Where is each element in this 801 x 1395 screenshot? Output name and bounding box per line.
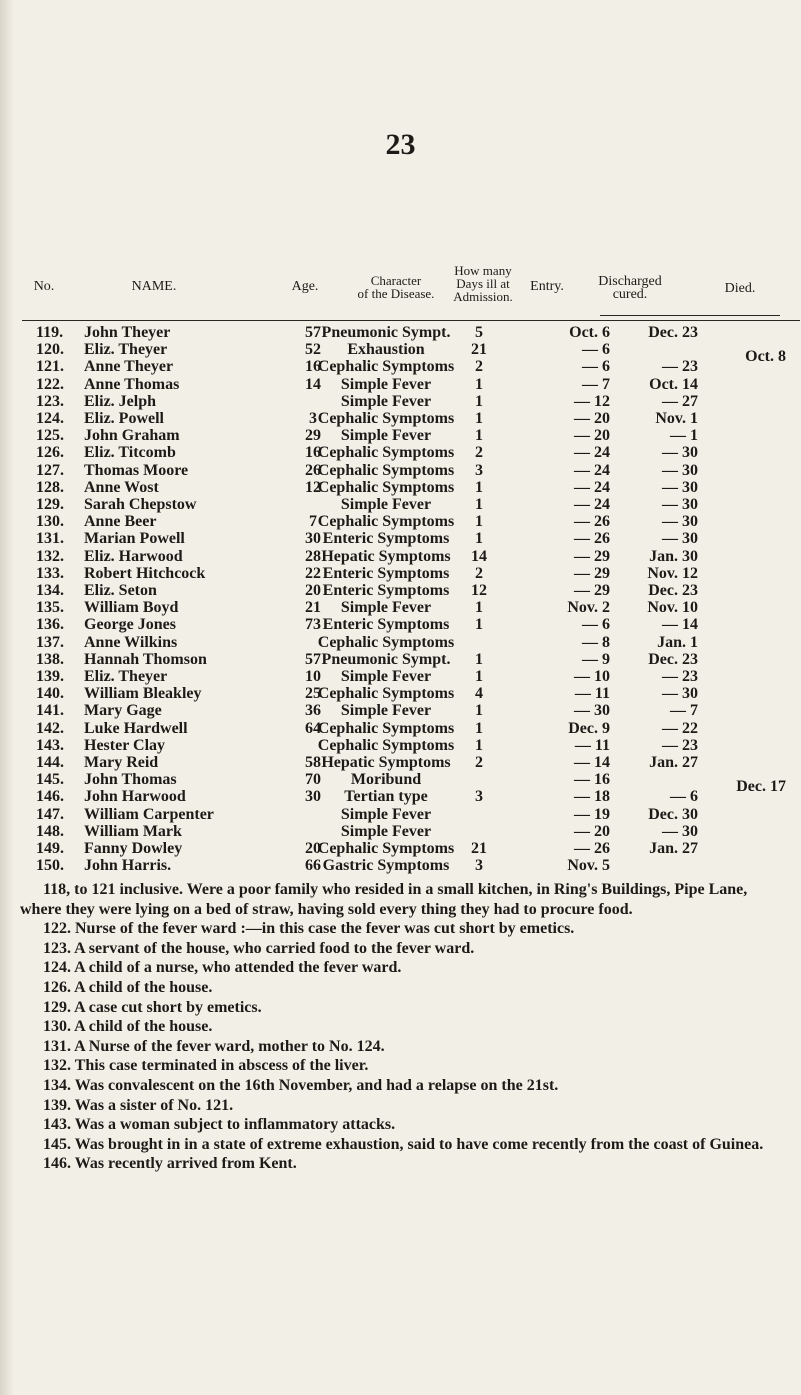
discharged-date: — 30 bbox=[662, 685, 698, 703]
row-number: 145. bbox=[36, 771, 64, 789]
note-paragraph: 124. A child of a nurse, who attended the fever ward. bbox=[43, 959, 402, 977]
entry-date: — 24 bbox=[574, 461, 610, 479]
disease-character: Simple Fever bbox=[340, 668, 432, 685]
header-days-line1: How many bbox=[454, 263, 512, 278]
row-number: 143. bbox=[36, 736, 64, 754]
discharged-date: Dec. 30 bbox=[648, 805, 698, 823]
discharged-date: — 27 bbox=[662, 392, 698, 410]
header-rule bbox=[22, 320, 800, 321]
died-date: Dec. 17 bbox=[736, 778, 786, 796]
patient-age: 22 bbox=[305, 564, 321, 582]
header-days-line3: Admission. bbox=[453, 289, 513, 304]
entry-date: — 6 bbox=[582, 358, 610, 376]
disease-character: Gastric Symptoms bbox=[322, 857, 450, 875]
header-discharged-line2: cured. bbox=[612, 287, 648, 302]
disease-character: Simple Fever bbox=[340, 427, 432, 445]
disease-character: Cephalic Symptoms bbox=[317, 410, 455, 427]
days-ill: 1 bbox=[475, 702, 483, 720]
disease-character: Pneumonic Sympt. bbox=[321, 324, 451, 341]
entry-date: — 8 bbox=[582, 633, 610, 651]
header-entry: Entry. bbox=[530, 279, 564, 294]
disease-character: Enteric Symptoms bbox=[322, 530, 450, 548]
discharged-date: — 30 bbox=[662, 461, 698, 479]
days-ill: 1 bbox=[475, 427, 483, 445]
note-paragraph: 123. A servant of the house, who carried food to the fever ward. bbox=[43, 939, 475, 957]
row-number: 150. bbox=[36, 857, 64, 875]
disease-character: Cephalic Symptoms bbox=[317, 513, 455, 531]
row-number: 142. bbox=[36, 719, 64, 737]
days-ill: 1 bbox=[475, 478, 483, 496]
header-days-line2: Days ill at bbox=[456, 276, 510, 291]
patient-age: 70 bbox=[305, 771, 321, 789]
patient-name: John Harris. bbox=[84, 857, 172, 875]
days-ill: 1 bbox=[475, 530, 483, 548]
patient-age: 29 bbox=[305, 427, 321, 445]
discharged-date: — 30 bbox=[662, 444, 698, 462]
note-paragraph: 126. A child of the house. bbox=[43, 978, 213, 996]
days-ill: 1 bbox=[475, 410, 483, 427]
died-date: Oct. 8 bbox=[745, 348, 786, 366]
row-number: 128. bbox=[36, 478, 64, 496]
disease-character: Simple Fever bbox=[340, 375, 432, 393]
row-number: 133. bbox=[36, 564, 64, 582]
days-ill: 14 bbox=[471, 547, 487, 565]
days-ill: 1 bbox=[475, 736, 483, 754]
patient-age: 30 bbox=[305, 530, 321, 548]
header-discharged-line1: Discharged bbox=[598, 274, 662, 289]
entry-date: — 20 bbox=[574, 410, 610, 427]
patient-name: Eliz. Titcomb bbox=[84, 444, 176, 462]
header-died: Died. bbox=[724, 281, 756, 296]
days-ill: 2 bbox=[475, 444, 483, 462]
entry-date: — 16 bbox=[574, 771, 610, 789]
patient-name: Robert Hitchcock bbox=[84, 564, 206, 582]
patient-name: Eliz. Jelph bbox=[84, 392, 157, 410]
row-number: 137. bbox=[36, 633, 64, 651]
row-number: 149. bbox=[36, 840, 64, 857]
row-number: 127. bbox=[36, 461, 64, 479]
note-paragraph: 122. Nurse of the fever ward :—in this case the fever was cut short by emetics. bbox=[43, 920, 575, 938]
row-number: 129. bbox=[36, 496, 64, 513]
discharged-date: Nov. 12 bbox=[647, 564, 698, 582]
row-number: 136. bbox=[36, 616, 64, 634]
page-number: 23 bbox=[385, 128, 416, 161]
disease-character: Cephalic Symptoms bbox=[317, 840, 455, 857]
entry-date: — 12 bbox=[574, 392, 610, 410]
disease-character: Exhaustion bbox=[347, 341, 425, 359]
patient-name: Sarah Chepstow bbox=[84, 496, 197, 513]
patient-name: Anne Thomas bbox=[84, 375, 180, 393]
discharged-date: — 30 bbox=[662, 513, 698, 531]
patient-name: Anne Wost bbox=[84, 478, 159, 496]
patient-name: William Boyd bbox=[84, 599, 179, 617]
discharged-date: — 30 bbox=[662, 496, 698, 513]
discharged-date: — 23 bbox=[662, 668, 698, 685]
discharged-date: — 30 bbox=[662, 530, 698, 548]
disease-character: Simple Fever bbox=[340, 599, 432, 617]
note-paragraph: 145. Was brought in in a state of extreme exhaustion, said to have come recently from the coast of Guinea. bbox=[43, 1135, 764, 1153]
patient-name: Anne Beer bbox=[84, 513, 157, 531]
row-number: 121. bbox=[36, 358, 64, 376]
patient-name: John Graham bbox=[84, 427, 180, 445]
header-discharged bbox=[580, 275, 680, 301]
days-ill: 2 bbox=[475, 564, 483, 582]
patient-name: Mary Gage bbox=[84, 702, 162, 720]
days-ill: 3 bbox=[475, 788, 483, 806]
entry-date: Oct. 6 bbox=[569, 324, 610, 341]
patient-name: Thomas Moore bbox=[84, 461, 189, 479]
discharged-date: Dec. 23 bbox=[648, 582, 698, 599]
header-character bbox=[334, 274, 458, 300]
patient-name: John Thomas bbox=[84, 771, 177, 789]
note-paragraph: 131. A Nurse of the fever ward, mother to No. 124. bbox=[43, 1037, 385, 1055]
patient-age: 3 bbox=[309, 410, 317, 427]
entry-date: — 18 bbox=[574, 788, 610, 806]
days-ill: 1 bbox=[475, 719, 483, 737]
days-ill: 1 bbox=[475, 496, 483, 513]
discharged-date: — 14 bbox=[662, 616, 698, 634]
disease-character: Tertian type bbox=[344, 788, 428, 806]
row-number: 139. bbox=[36, 668, 64, 685]
discharged-date: — 6 bbox=[670, 788, 698, 806]
entry-date: — 26 bbox=[574, 513, 610, 531]
days-ill: 1 bbox=[475, 375, 483, 393]
days-ill: 1 bbox=[475, 599, 483, 617]
days-ill: 1 bbox=[475, 392, 483, 410]
days-ill: 1 bbox=[475, 616, 483, 634]
row-number: 135. bbox=[36, 599, 64, 617]
disease-character: Simple Fever bbox=[340, 822, 432, 840]
entry-date: — 19 bbox=[574, 805, 610, 823]
discharged-date: Jan. 27 bbox=[649, 840, 698, 857]
patient-name: Anne Wilkins bbox=[84, 633, 178, 651]
row-number: 123. bbox=[36, 392, 64, 410]
entry-date: — 24 bbox=[574, 478, 610, 496]
days-ill: 21 bbox=[471, 341, 487, 359]
header-character-line2: of the Disease. bbox=[357, 286, 435, 301]
days-ill: 4 bbox=[475, 685, 483, 703]
patient-name: John Theyer bbox=[84, 324, 171, 341]
disease-character: Hepatic Symptoms bbox=[321, 754, 451, 771]
disease-character: Hepatic Symptoms bbox=[321, 547, 451, 565]
discharged-date: — 30 bbox=[662, 478, 698, 496]
row-number: 134. bbox=[36, 582, 64, 599]
disease-character: Enteric Symptoms bbox=[322, 582, 450, 599]
entry-date: — 24 bbox=[574, 444, 610, 462]
row-number: 141. bbox=[36, 702, 64, 720]
patient-name: Anne Theyer bbox=[84, 358, 174, 376]
disease-character: Cephalic Symptoms bbox=[317, 444, 455, 462]
days-ill: 5 bbox=[475, 324, 483, 341]
disease-character: Cephalic Symptoms bbox=[317, 358, 455, 376]
discharged-date: Dec. 23 bbox=[648, 650, 698, 668]
discharged-date: Dec. 23 bbox=[648, 324, 698, 341]
patient-name: Fanny Dowley bbox=[84, 840, 183, 857]
patient-age: 64 bbox=[305, 719, 321, 737]
discharged-date: — 23 bbox=[662, 736, 698, 754]
header-name: NAME. bbox=[131, 279, 177, 294]
note-paragraph: 130. A child of the house. bbox=[43, 1018, 213, 1036]
patient-name: William Carpenter bbox=[84, 805, 214, 823]
discharged-date: Oct. 14 bbox=[649, 375, 698, 393]
discharged-date: — 7 bbox=[670, 702, 698, 720]
patient-name: John Harwood bbox=[84, 788, 186, 806]
note-paragraph: 132. This case terminated in abscess of the liver. bbox=[43, 1057, 369, 1075]
entry-date: Nov. 2 bbox=[567, 599, 610, 617]
entry-date: — 11 bbox=[574, 736, 610, 754]
row-number: 120. bbox=[36, 341, 64, 359]
patient-age: 21 bbox=[305, 599, 321, 617]
patient-age: 25 bbox=[305, 685, 321, 703]
header-days bbox=[448, 264, 518, 303]
row-number: 147. bbox=[36, 805, 64, 823]
disease-character: Enteric Symptoms bbox=[322, 564, 450, 582]
disease-character: Simple Fever bbox=[340, 702, 432, 720]
patient-age: 16 bbox=[305, 358, 321, 376]
discharged-date: — 30 bbox=[662, 822, 698, 840]
entry-date: Dec. 9 bbox=[568, 719, 610, 737]
patient-age: 58 bbox=[305, 754, 321, 771]
patient-age: 14 bbox=[305, 375, 321, 393]
row-number: 131. bbox=[36, 530, 64, 548]
patient-name: Eliz. Powell bbox=[84, 410, 164, 427]
patient-age: 28 bbox=[305, 547, 321, 565]
patient-name: Eliz. Seton bbox=[84, 582, 157, 599]
entry-date: — 29 bbox=[574, 564, 610, 582]
entry-date: — 26 bbox=[574, 530, 610, 548]
discharged-date: — 23 bbox=[662, 358, 698, 376]
patient-name: Eliz. Harwood bbox=[84, 547, 183, 565]
days-ill: 21 bbox=[471, 840, 487, 857]
patient-age: 26 bbox=[305, 461, 321, 479]
note-paragraph: 139. Was a sister of No. 121. bbox=[43, 1096, 234, 1114]
disease-character: Simple Fever bbox=[340, 392, 432, 410]
patient-age: 66 bbox=[305, 857, 321, 875]
patient-age: 57 bbox=[305, 650, 321, 668]
discharged-date: — 22 bbox=[662, 719, 698, 737]
row-number: 144. bbox=[36, 754, 64, 771]
patient-name: Eliz. Theyer bbox=[84, 668, 168, 685]
patient-name: William Mark bbox=[84, 822, 182, 840]
disease-character: Enteric Symptoms bbox=[322, 616, 450, 634]
entry-date: — 7 bbox=[582, 375, 610, 393]
entry-date: — 20 bbox=[574, 427, 610, 445]
entry-date: — 14 bbox=[574, 754, 610, 771]
discharged-date: Jan. 27 bbox=[649, 754, 698, 771]
patient-age: 30 bbox=[305, 788, 321, 806]
patient-age: 12 bbox=[305, 478, 321, 496]
patient-name: Eliz. Theyer bbox=[84, 341, 168, 359]
entry-date: — 6 bbox=[582, 616, 610, 634]
row-number: 148. bbox=[36, 822, 64, 840]
note-paragraph: 134. Was convalescent on the 16th November, and had a relapse on the 21st. bbox=[43, 1076, 559, 1094]
row-number: 125. bbox=[36, 427, 64, 445]
entry-date: — 9 bbox=[582, 650, 610, 668]
patient-age: 7 bbox=[309, 513, 317, 531]
disease-character: Cephalic Symptoms bbox=[317, 478, 455, 496]
header-age: Age. bbox=[291, 279, 319, 294]
patient-age: 20 bbox=[305, 582, 321, 599]
patient-age: 10 bbox=[305, 668, 321, 685]
row-number: 122. bbox=[36, 375, 64, 393]
entry-date: — 10 bbox=[574, 668, 610, 685]
patient-age: 57 bbox=[305, 324, 321, 341]
discharged-date: Nov. 10 bbox=[647, 599, 698, 617]
days-ill: 1 bbox=[475, 513, 483, 531]
patient-name: George Jones bbox=[84, 616, 176, 634]
disease-character: Moribund bbox=[350, 771, 422, 789]
discharged-date: Jan. 1 bbox=[657, 633, 698, 651]
note-paragraph: 129. A case cut short by emetics. bbox=[43, 998, 262, 1016]
table-row bbox=[0, 857, 801, 878]
discharged-date: — 1 bbox=[670, 427, 698, 445]
entry-date: — 26 bbox=[574, 840, 610, 857]
patient-name: William Bleakley bbox=[84, 685, 202, 703]
disease-character: Pneumonic Sympt. bbox=[321, 650, 451, 668]
row-number: 146. bbox=[36, 788, 64, 806]
patient-age: 36 bbox=[305, 702, 321, 720]
days-ill: 1 bbox=[475, 668, 483, 685]
patient-age: 20 bbox=[305, 840, 321, 857]
patient-age: 16 bbox=[305, 444, 321, 462]
note-paragraph: 118, to 121 inclusive. Were a poor family who resided in a small kitchen, in Ring's Buildings, Pipe Lane, where they were lying on a bed of straw, having sold every thing they had to procure food. bbox=[20, 881, 748, 918]
entry-date: — 30 bbox=[574, 702, 610, 720]
patient-name: Mary Reid bbox=[84, 754, 159, 771]
row-number: 132. bbox=[36, 547, 64, 565]
entry-date: Nov. 5 bbox=[567, 857, 610, 875]
discharged-date: Jan. 30 bbox=[649, 547, 698, 565]
row-number: 130. bbox=[36, 513, 64, 531]
disease-character: Cephalic Symptoms bbox=[317, 685, 455, 703]
header-character-line1: Character bbox=[370, 273, 422, 288]
days-ill: 2 bbox=[475, 754, 483, 771]
days-ill: 12 bbox=[471, 582, 487, 599]
note-paragraph: 146. Was recently arrived from Kent. bbox=[43, 1155, 297, 1173]
disease-character: Cephalic Symptoms bbox=[317, 461, 455, 479]
patient-age: 52 bbox=[305, 341, 321, 359]
row-number: 126. bbox=[36, 444, 64, 462]
patient-name: Hester Clay bbox=[84, 736, 166, 754]
entry-date: — 29 bbox=[574, 547, 610, 565]
row-number: 138. bbox=[36, 650, 64, 668]
disease-character: Simple Fever bbox=[340, 805, 432, 823]
entry-date: — 24 bbox=[574, 496, 610, 513]
patient-name: Luke Hardwell bbox=[84, 719, 188, 737]
days-ill: 3 bbox=[475, 857, 483, 875]
entry-date: — 20 bbox=[574, 822, 610, 840]
header-rule-short bbox=[600, 315, 780, 316]
note-paragraph: 143. Was a woman subject to inflammatory attacks. bbox=[43, 1116, 396, 1134]
days-ill: 2 bbox=[475, 358, 483, 376]
entry-date: — 6 bbox=[582, 341, 610, 359]
row-number: 119. bbox=[36, 324, 64, 341]
days-ill: 1 bbox=[475, 650, 483, 668]
row-number: 140. bbox=[36, 685, 64, 703]
patient-name: Marian Powell bbox=[84, 530, 185, 548]
entry-date: — 29 bbox=[574, 582, 610, 599]
notes-section bbox=[20, 880, 784, 1174]
patient-name: Hannah Thomson bbox=[84, 650, 207, 668]
row-number: 124. bbox=[36, 410, 64, 427]
patient-age: 73 bbox=[305, 616, 321, 634]
header-no: No. bbox=[33, 279, 55, 294]
disease-character: Simple Fever bbox=[340, 496, 432, 513]
disease-character: Cephalic Symptoms bbox=[317, 633, 455, 651]
disease-character: Cephalic Symptoms bbox=[317, 719, 455, 737]
days-ill: 3 bbox=[475, 461, 483, 479]
entry-date: — 11 bbox=[574, 685, 610, 703]
disease-character: Cephalic Symptoms bbox=[317, 736, 455, 754]
discharged-date: Nov. 1 bbox=[655, 410, 698, 427]
